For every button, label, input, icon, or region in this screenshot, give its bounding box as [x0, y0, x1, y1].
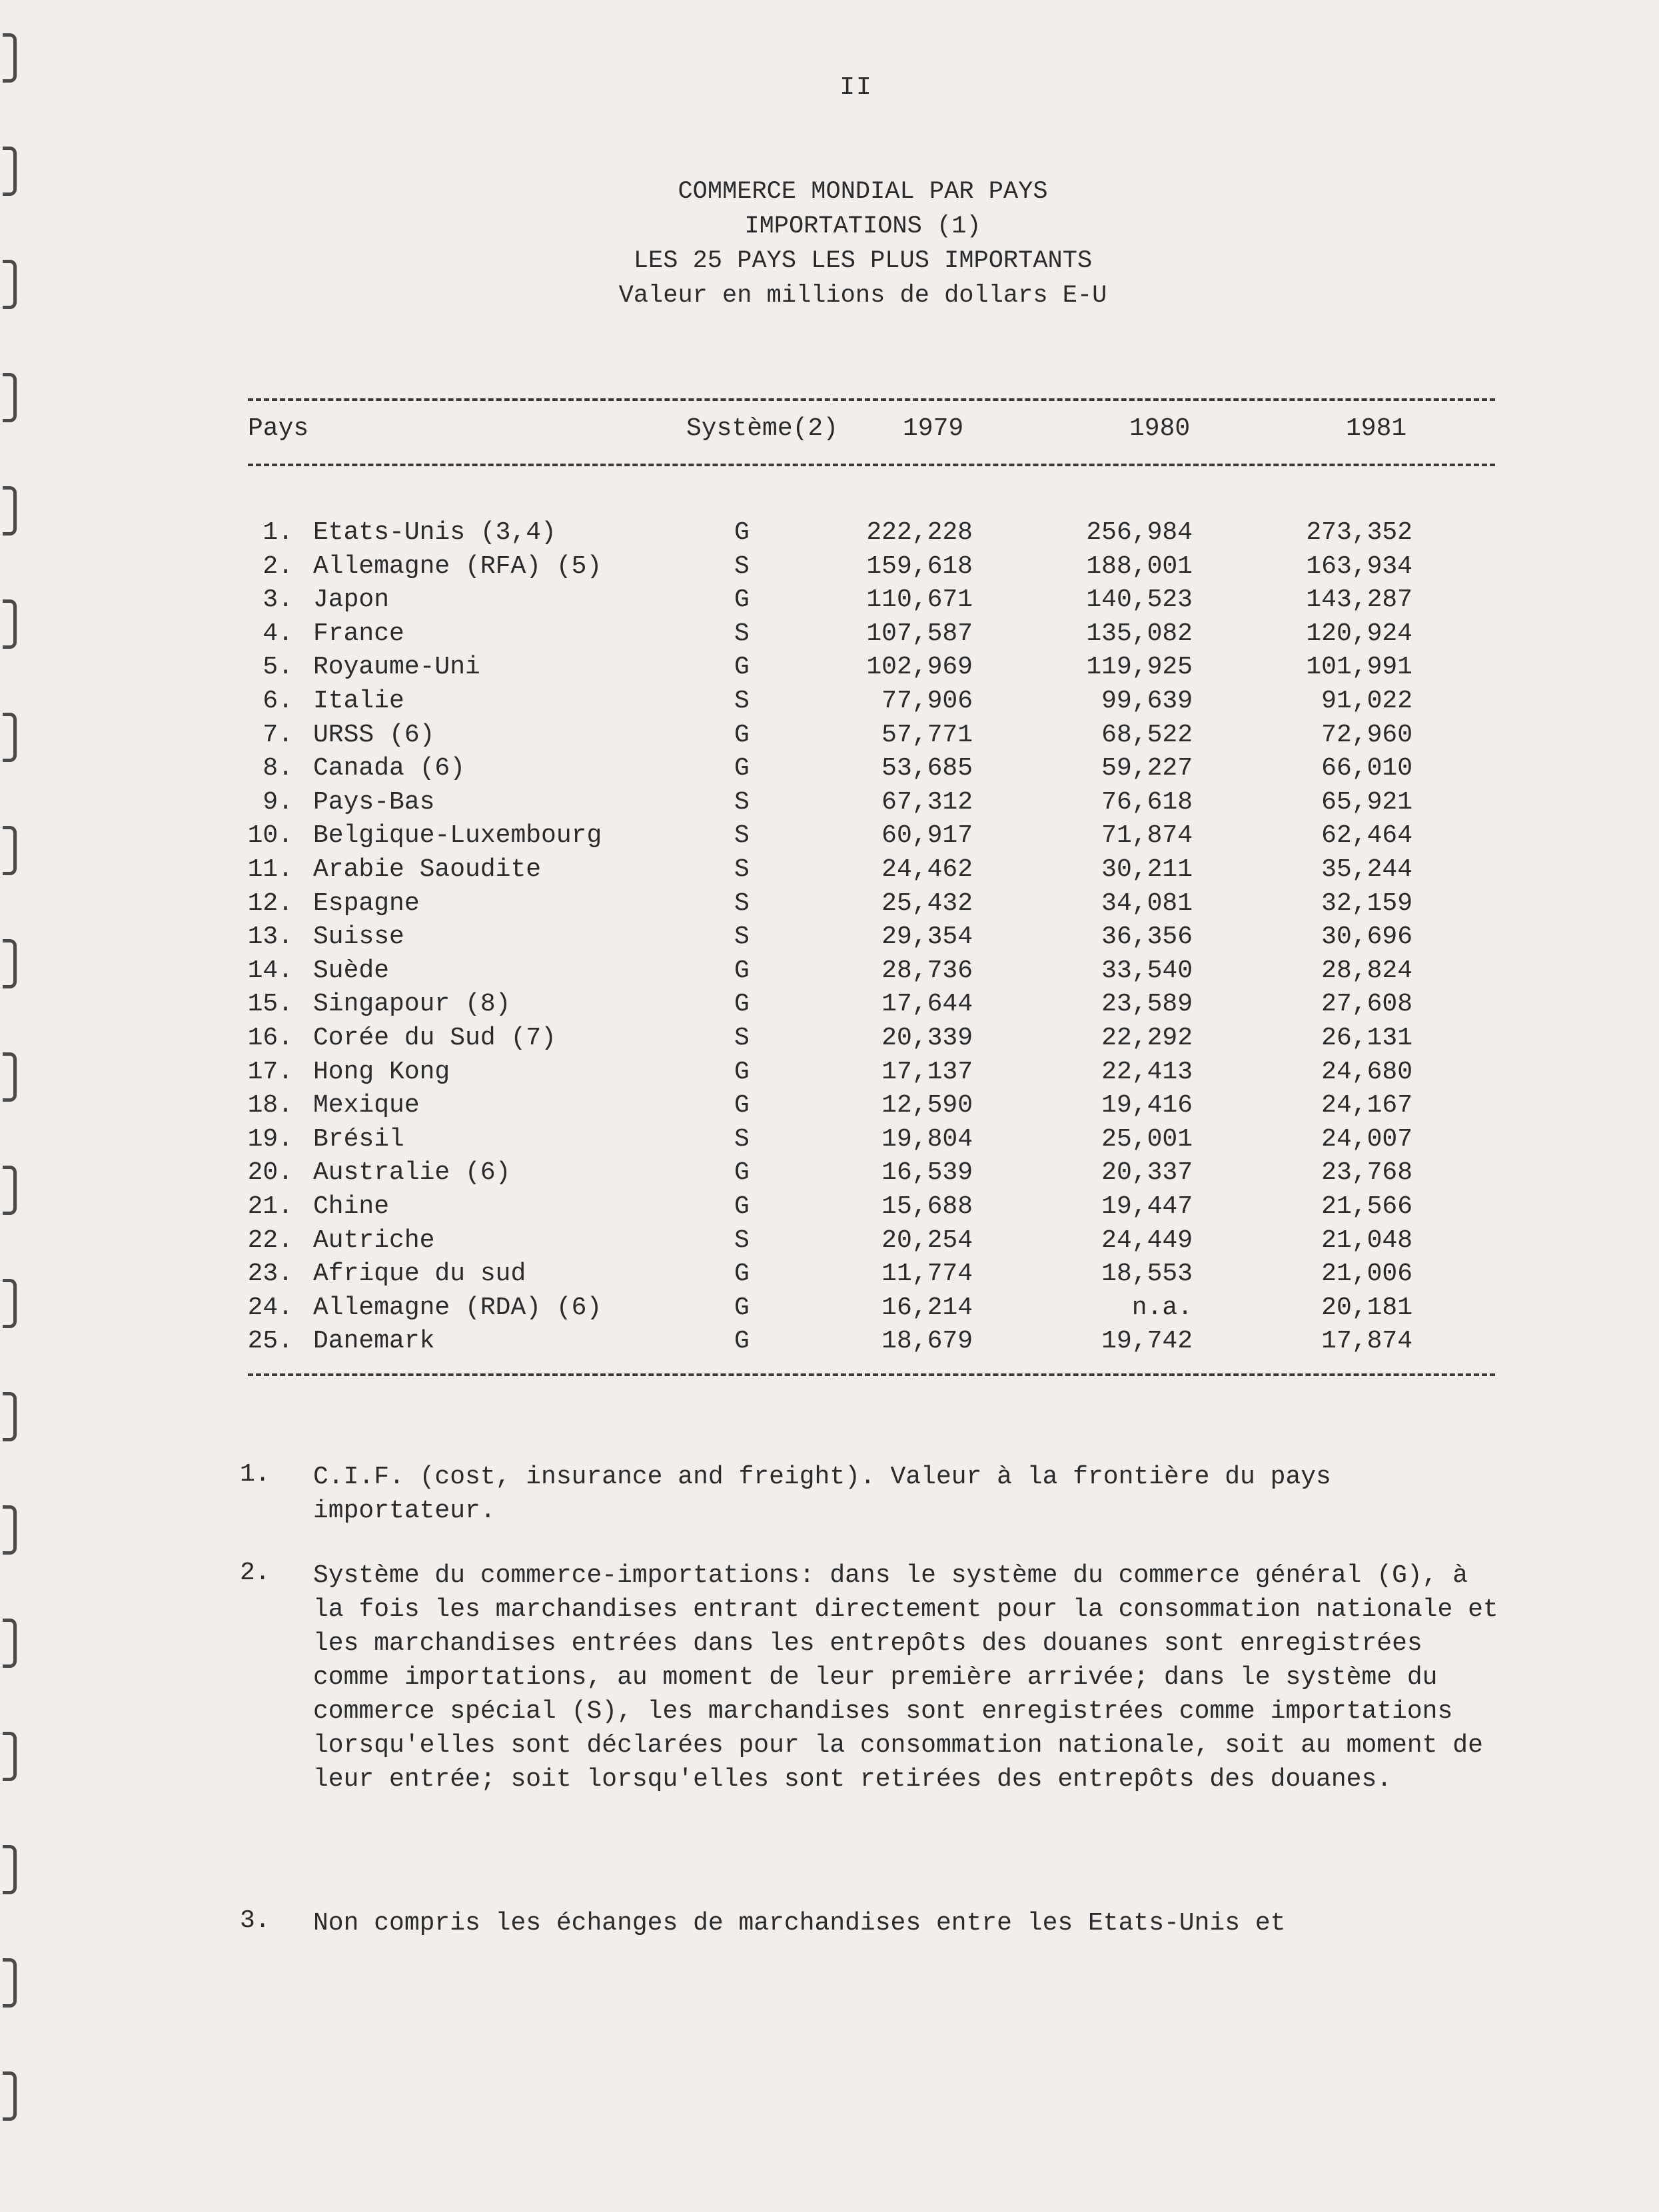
country-name: Suède — [313, 956, 390, 985]
country-name: Royaume-Uni — [313, 653, 480, 682]
table-row — [0, 1091, 1659, 1124]
country-name: Pays-Bas — [313, 787, 435, 817]
value-1980: 135,082 — [1086, 619, 1193, 648]
row-number: 23. — [247, 1260, 293, 1289]
title-line: IMPORTATIONS (1) — [744, 212, 981, 240]
country-name: Japon — [313, 585, 390, 615]
system-code: S — [734, 787, 750, 817]
system-code: G — [734, 1327, 750, 1356]
table-title — [0, 175, 1659, 313]
title-line: Valeur en millions de dollars E-U — [618, 282, 1107, 310]
table-header-rule — [248, 464, 1495, 466]
table-row — [0, 1293, 1659, 1327]
value-1981: 27,608 — [1321, 990, 1412, 1019]
table-row — [0, 956, 1659, 990]
value-1979: 17,137 — [881, 1057, 973, 1086]
row-number: 17. — [247, 1057, 293, 1086]
table-row — [0, 922, 1659, 956]
value-1980: 256,984 — [1086, 518, 1193, 547]
value-1980: n.a. — [1131, 1293, 1193, 1322]
value-1979: 67,312 — [881, 787, 973, 817]
row-number: 15. — [247, 990, 293, 1019]
value-1979: 77,906 — [881, 687, 973, 715]
table-row — [0, 1226, 1659, 1260]
value-1981: 21,006 — [1321, 1260, 1412, 1289]
system-code: G — [734, 653, 750, 682]
header-1980: 1980 — [1129, 414, 1191, 443]
table-row — [0, 855, 1659, 889]
footnote-number: 2. — [240, 1559, 271, 1587]
country-name: Singapour (8) — [313, 990, 511, 1019]
value-1981: 273,352 — [1306, 518, 1412, 547]
table-row — [0, 889, 1659, 922]
value-1980: 30,211 — [1101, 855, 1193, 884]
header-1979: 1979 — [903, 414, 964, 443]
value-1979: 28,736 — [881, 956, 973, 985]
binding-ring — [3, 373, 17, 422]
table-row — [0, 721, 1659, 754]
value-1979: 20,339 — [881, 1024, 973, 1052]
value-1981: 17,874 — [1321, 1327, 1412, 1356]
row-number: 12. — [247, 889, 293, 918]
value-1979: 57,771 — [881, 720, 973, 749]
country-name: URSS (6) — [313, 720, 435, 749]
system-code: G — [734, 1293, 750, 1322]
value-1980: 19,447 — [1101, 1192, 1193, 1221]
row-number: 1. — [263, 518, 293, 547]
value-1979: 110,671 — [866, 585, 973, 615]
binding-ring — [3, 1958, 17, 2008]
value-1979: 159,618 — [866, 552, 973, 581]
row-number: 24. — [247, 1293, 293, 1322]
system-code: S — [734, 922, 750, 952]
value-1980: 59,227 — [1101, 754, 1193, 783]
footnote-text: C.I.F. (cost, insurance and freight). Valeur à la frontière du pays importateur. — [313, 1463, 1331, 1525]
table-row — [0, 1024, 1659, 1057]
country-name: Allemagne (RFA) (5) — [313, 552, 602, 581]
table-row — [0, 788, 1659, 821]
binding-ring — [3, 1505, 17, 1555]
table-row — [0, 1058, 1659, 1091]
system-code: G — [734, 754, 750, 783]
country-name: Australie (6) — [313, 1158, 511, 1188]
value-1981: 30,696 — [1321, 922, 1412, 952]
value-1980: 18,553 — [1101, 1260, 1193, 1289]
value-1979: 15,688 — [881, 1192, 973, 1221]
row-number: 18. — [247, 1091, 293, 1120]
table-row — [0, 552, 1659, 585]
value-1981: 21,048 — [1321, 1226, 1412, 1255]
value-1980: 76,618 — [1101, 787, 1193, 817]
table-bottom-rule — [248, 1373, 1495, 1376]
country-name: Arabie Saoudite — [313, 855, 542, 884]
value-1981: 72,960 — [1321, 720, 1412, 749]
system-code: S — [734, 821, 750, 851]
value-1981: 66,010 — [1321, 754, 1412, 783]
value-1979: 25,432 — [881, 889, 973, 918]
value-1980: 25,001 — [1101, 1124, 1193, 1154]
value-1979: 18,679 — [881, 1327, 973, 1356]
binding-ring — [3, 1392, 17, 1441]
system-code: G — [734, 990, 750, 1019]
row-number: 3. — [263, 585, 293, 615]
country-name: Suisse — [313, 922, 404, 952]
country-name: Corée du Sud (7) — [313, 1024, 556, 1052]
value-1979: 24,462 — [881, 855, 973, 884]
table-top-rule — [248, 398, 1495, 401]
system-code: S — [734, 855, 750, 884]
value-1980: 19,416 — [1101, 1091, 1193, 1120]
row-number: 10. — [247, 821, 293, 851]
system-code: G — [734, 585, 750, 615]
header-1981: 1981 — [1346, 414, 1407, 443]
country-name: Danemark — [313, 1327, 435, 1356]
system-code: G — [734, 956, 750, 985]
row-number: 16. — [247, 1024, 293, 1052]
binding-ring — [3, 1845, 17, 1894]
value-1980: 22,292 — [1101, 1024, 1193, 1052]
page-number: II — [839, 73, 873, 102]
binding-ring — [3, 1732, 17, 1781]
table-row — [0, 1192, 1659, 1226]
table-row — [0, 1327, 1659, 1360]
row-number: 8. — [263, 754, 293, 783]
footnote-text: Système du commerce-importations: dans le système du commerce général (G), à la fois les marchandises entrant directement pour la consommation nationale et les marchandises entrées dans les entrepôts des douanes sont enregistrées comme importations, au moment de leur première arrivée; dans le système du commerce spécial (S), les marchandises sont enregistrées comme importations lorsqu'elles sont déclarées pour la consommation nationale, soit au moment de leur entrée; soit lorsqu'elles sont retirées des entrepôts des douanes. — [313, 1561, 1498, 1794]
value-1981: 24,680 — [1321, 1057, 1412, 1086]
row-number: 14. — [247, 956, 293, 985]
table-row — [0, 653, 1659, 686]
country-name: Etats-Unis (3,4) — [313, 518, 556, 547]
header-system: Système(2) — [686, 414, 839, 443]
row-number: 21. — [247, 1192, 293, 1221]
value-1981: 120,924 — [1306, 619, 1412, 648]
footnote-number: 3. — [240, 1906, 271, 1935]
system-code: G — [734, 1158, 750, 1188]
binding-ring — [3, 1619, 17, 1668]
row-number: 5. — [263, 653, 293, 682]
value-1980: 119,925 — [1086, 653, 1193, 682]
value-1980: 33,540 — [1101, 956, 1193, 985]
row-number: 13. — [247, 922, 293, 952]
table-row — [0, 990, 1659, 1023]
table-row — [0, 585, 1659, 619]
row-number: 25. — [247, 1327, 293, 1356]
value-1979: 53,685 — [881, 754, 973, 783]
value-1980: 188,001 — [1086, 552, 1193, 581]
value-1979: 107,587 — [866, 619, 973, 648]
value-1981: 20,181 — [1321, 1293, 1412, 1322]
value-1980: 36,356 — [1101, 922, 1193, 952]
value-1979: 20,254 — [881, 1226, 973, 1255]
value-1979: 60,917 — [881, 821, 973, 851]
title-line: LES 25 PAYS LES PLUS IMPORTANTS — [633, 247, 1093, 275]
title-line: COMMERCE MONDIAL PAR PAYS — [678, 178, 1048, 206]
value-1979: 102,969 — [866, 653, 973, 682]
system-code: S — [734, 552, 750, 581]
value-1981: 163,934 — [1306, 552, 1412, 581]
value-1981: 24,167 — [1321, 1091, 1412, 1120]
value-1979: 19,804 — [881, 1124, 973, 1154]
table-row — [0, 821, 1659, 855]
value-1981: 101,991 — [1306, 653, 1412, 682]
table-row — [0, 619, 1659, 653]
system-code: G — [734, 1260, 750, 1289]
table-row — [0, 1125, 1659, 1158]
value-1981: 65,921 — [1321, 787, 1412, 817]
system-code: S — [734, 619, 750, 648]
value-1979: 11,774 — [881, 1260, 973, 1289]
row-number: 2. — [263, 552, 293, 581]
value-1981: 32,159 — [1321, 889, 1412, 918]
system-code: S — [734, 687, 750, 715]
value-1981: 26,131 — [1321, 1024, 1412, 1052]
row-number: 22. — [247, 1226, 293, 1255]
value-1980: 24,449 — [1101, 1226, 1193, 1255]
row-number: 4. — [263, 619, 293, 648]
country-name: Mexique — [313, 1091, 420, 1120]
table-row — [0, 1158, 1659, 1192]
country-name: Chine — [313, 1192, 390, 1221]
country-name: Allemagne (RDA) (6) — [313, 1293, 602, 1322]
system-code: S — [734, 1024, 750, 1052]
country-name: Afrique du sud — [313, 1260, 526, 1289]
footnote-text: Non compris les échanges de marchandises entre les Etats-Unis et — [313, 1909, 1286, 1938]
row-number: 11. — [247, 855, 293, 884]
table-row — [0, 518, 1659, 552]
system-code: S — [734, 889, 750, 918]
value-1979: 17,644 — [881, 990, 973, 1019]
system-code: S — [734, 1124, 750, 1154]
value-1980: 34,081 — [1101, 889, 1193, 918]
country-name: Brésil — [313, 1124, 404, 1154]
value-1981: 91,022 — [1321, 687, 1412, 715]
footnote-number: 1. — [240, 1460, 271, 1489]
system-code: G — [734, 1091, 750, 1120]
country-name: Autriche — [313, 1226, 435, 1255]
system-code: S — [734, 1226, 750, 1255]
country-name: France — [313, 619, 404, 648]
value-1980: 71,874 — [1101, 821, 1193, 851]
row-number: 6. — [263, 687, 293, 715]
table-row — [0, 687, 1659, 720]
value-1981: 21,566 — [1321, 1192, 1412, 1221]
row-number: 7. — [263, 720, 293, 749]
country-name: Italie — [313, 687, 404, 715]
table-row — [0, 754, 1659, 787]
value-1979: 12,590 — [881, 1091, 973, 1120]
header-country: Pays — [248, 414, 309, 443]
binding-ring — [3, 2071, 17, 2121]
value-1980: 99,639 — [1101, 687, 1193, 715]
value-1981: 35,244 — [1321, 855, 1412, 884]
value-1980: 23,589 — [1101, 990, 1193, 1019]
value-1980: 22,413 — [1101, 1057, 1193, 1086]
system-code: G — [734, 1057, 750, 1086]
value-1981: 28,824 — [1321, 956, 1412, 985]
country-name: Espagne — [313, 889, 420, 918]
system-code: G — [734, 518, 750, 547]
value-1980: 140,523 — [1086, 585, 1193, 615]
system-code: G — [734, 1192, 750, 1221]
row-number: 20. — [247, 1158, 293, 1188]
value-1981: 62,464 — [1321, 821, 1412, 851]
row-number: 19. — [247, 1124, 293, 1154]
value-1980: 68,522 — [1101, 720, 1193, 749]
value-1979: 16,214 — [881, 1293, 973, 1322]
value-1981: 23,768 — [1321, 1158, 1412, 1188]
country-name: Hong Kong — [313, 1057, 450, 1086]
value-1980: 19,742 — [1101, 1327, 1193, 1356]
value-1979: 16,539 — [881, 1158, 973, 1188]
value-1980: 20,337 — [1101, 1158, 1193, 1188]
system-code: G — [734, 720, 750, 749]
row-number: 9. — [263, 787, 293, 817]
country-name: Canada (6) — [313, 754, 466, 783]
value-1979: 29,354 — [881, 922, 973, 952]
country-name: Belgique-Luxembourg — [313, 821, 602, 851]
value-1981: 24,007 — [1321, 1124, 1412, 1154]
value-1981: 143,287 — [1306, 585, 1412, 615]
table-row — [0, 1260, 1659, 1293]
value-1979: 222,228 — [866, 518, 973, 547]
